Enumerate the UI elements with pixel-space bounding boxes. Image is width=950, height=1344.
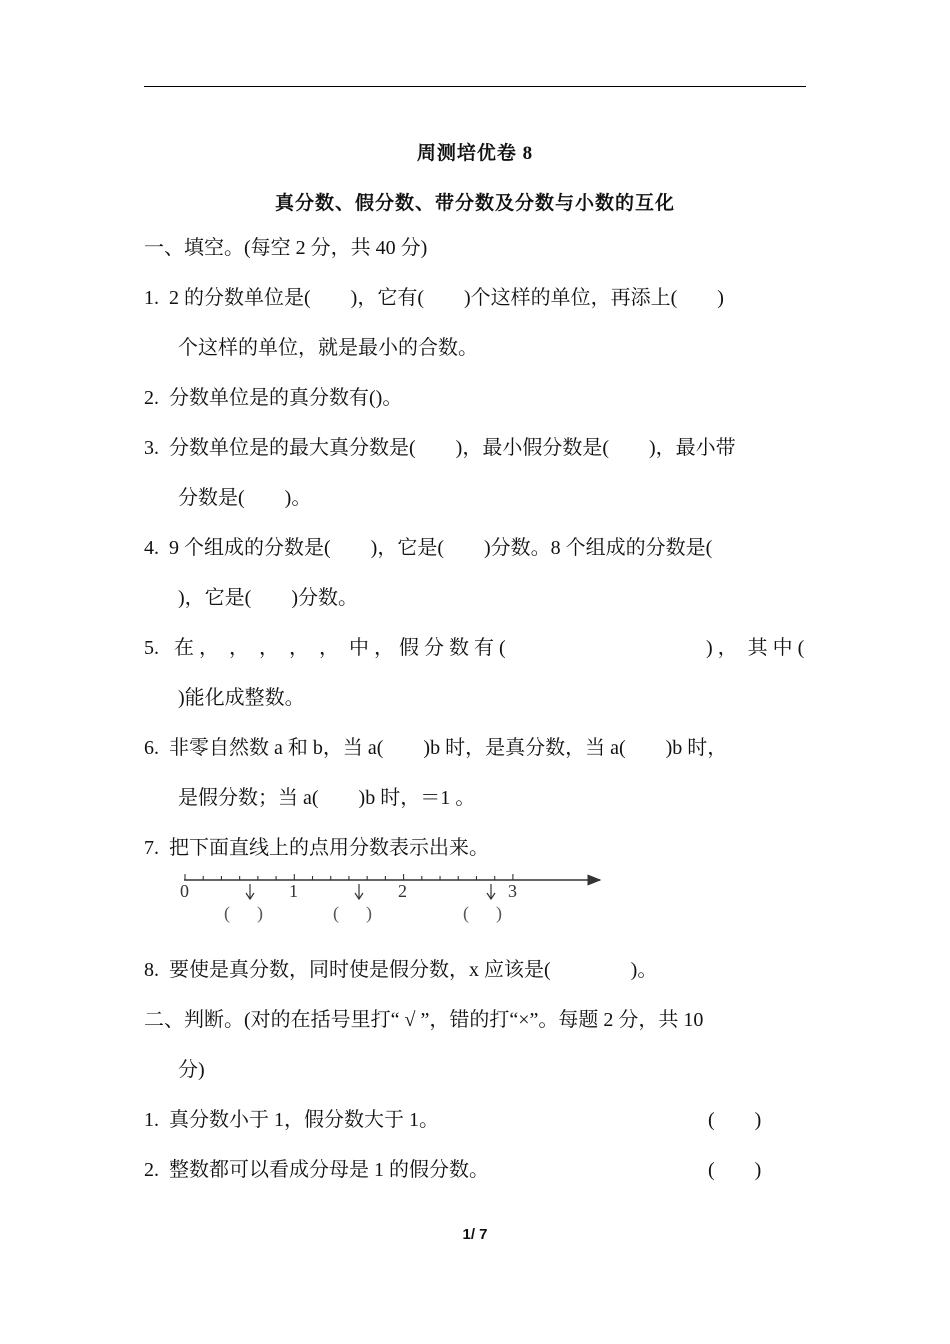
arrow-1-icon	[246, 884, 254, 899]
section-1-heading: 一、填空。(每空 2 分，共 40 分)	[144, 237, 428, 259]
arrow-3-icon	[487, 884, 495, 899]
question-5-line-1: 5. 在 ， ， ， ， ， 中 ， 假 分 数 有 (	[144, 637, 506, 659]
page-number: 1/ 7	[462, 1226, 488, 1243]
number-line-label-1: 1	[289, 881, 298, 901]
judge-question-2: 2. 整数都可以看成分母是 1 的假分数。	[144, 1159, 489, 1181]
question-8: 8. 要使是真分数，同时使是假分数，x 应该是( )。	[144, 959, 658, 981]
question-1-line-2: 个这样的单位，就是最小的合数。	[178, 337, 478, 359]
section-2-heading: 二、判断。(对的在括号里打“ √ ”，错的打“×”。每题 2 分，共 10	[144, 1009, 704, 1031]
section-2-heading-cont: 分)	[178, 1059, 205, 1081]
question-4-line-2: )，它是( )分数。	[178, 587, 358, 609]
question-6-line-1: 6. 非零自然数 a 和 b，当 a( )b 时，是真分数，当 a( )b 时，	[144, 737, 728, 759]
question-2: 2. 分数单位是的真分数有()。	[144, 387, 403, 409]
number-line-blank-2[interactable]: ( )	[333, 903, 372, 923]
number-line-diagram	[176, 870, 616, 930]
question-6-line-2: 是假分数；当 a( )b 时，＝1 。	[178, 787, 476, 809]
judge-question-1: 1. 真分数小于 1，假分数大于 1。	[144, 1109, 439, 1131]
judge-question-2-blank[interactable]: ( )	[708, 1159, 762, 1181]
number-line-blank-3[interactable]: ( )	[463, 903, 502, 923]
question-5-line-2: )能化成整数。	[178, 687, 305, 709]
number-line-blank-1[interactable]: ( )	[224, 903, 263, 923]
number-line-label-0: 0	[180, 881, 189, 901]
question-1-line-1: 1. 2 的分数单位是( )，它有( )个这样的单位，再添上( )	[144, 287, 724, 309]
question-7: 7. 把下面直线上的点用分数表示出来。	[144, 837, 489, 859]
question-5-line-1-right: ) ， 其 中 (	[706, 637, 805, 659]
question-3-line-2: 分数是( )。	[178, 487, 312, 509]
question-3-line-1: 3. 分数单位是的最大真分数是( )，最小假分数是( )，最小带	[144, 437, 736, 459]
number-line-label-2: 2	[398, 881, 407, 901]
page-title: 周测培优卷 8	[416, 143, 534, 164]
header-rule	[144, 86, 806, 87]
number-line-ticks	[185, 874, 513, 880]
judge-question-1-blank[interactable]: ( )	[708, 1109, 762, 1131]
question-4-line-1: 4. 9 个组成的分数是( )，它是( )分数。8 个组成的分数是(	[144, 537, 713, 559]
arrow-2-icon	[355, 884, 363, 899]
number-line-label-3: 3	[508, 881, 517, 901]
number-line-arrows	[246, 884, 495, 899]
page-subtitle: 真分数、假分数、带分数及分数与小数的互化	[274, 193, 675, 214]
